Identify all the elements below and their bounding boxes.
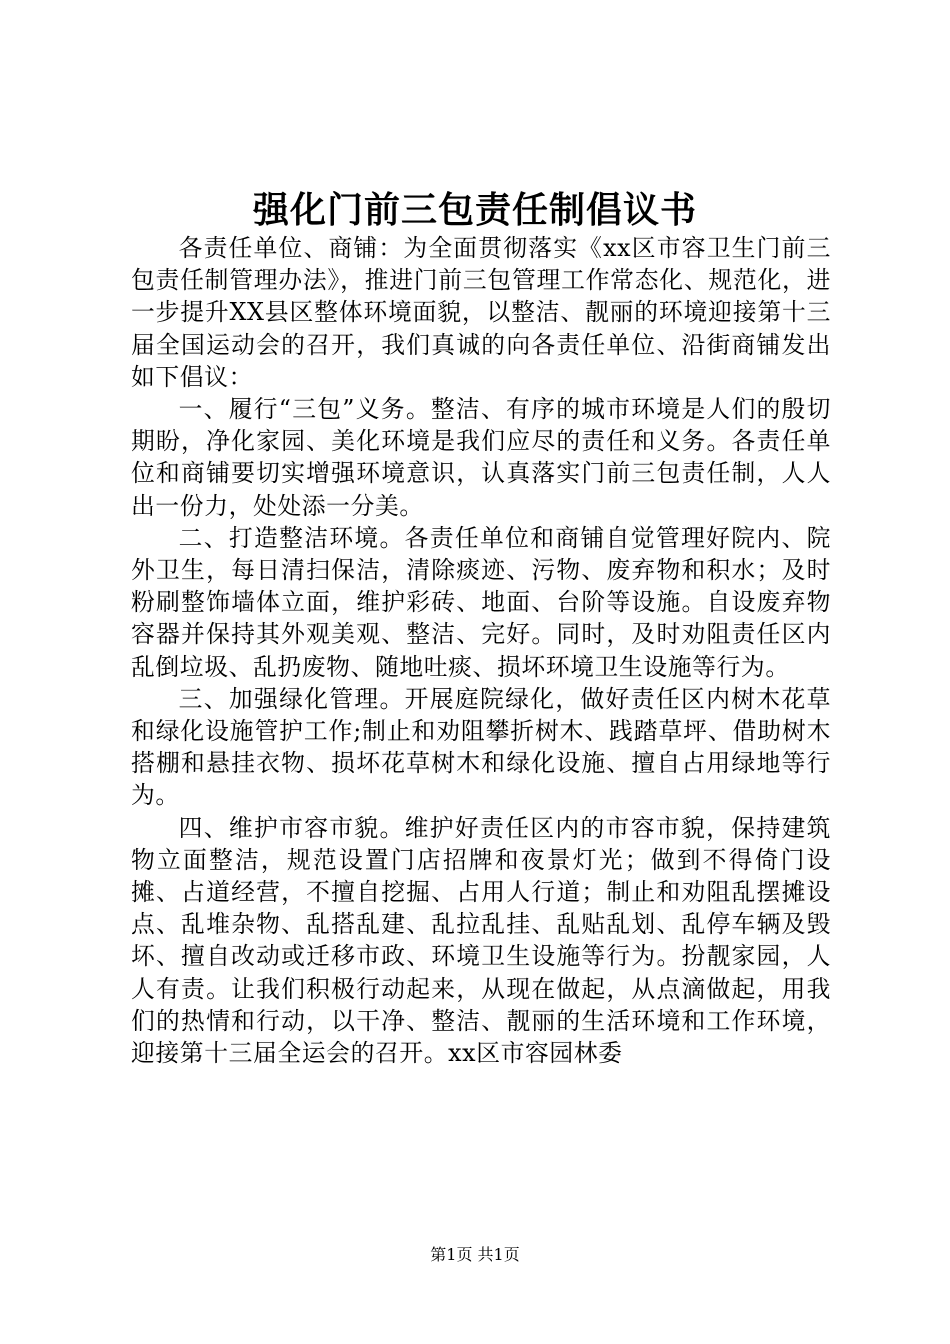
paragraph-item-3: 三、加强绿化管理。开展庭院绿化，做好责任区内树木花草和绿化设施管护工作;制止和劝阻攀折树木、践踏草坪、借助树木搭棚和悬挂衣物、损坏花草树木和绿化设施、擅自占用绿地等行为。 — [131, 684, 831, 810]
paragraph-item-2: 二、打造整洁环境。各责任单位和商铺自觉管理好院内、院外卫生，每日清扫保洁，清除痰迹、污物、废弃物和积水；及时粉刷整饰墙体立面，维护彩砖、地面、台阶等设施。自设废弃物容器并保持其外观美观、整洁、完好。同时，及时劝阻责任区内乱倒垃圾、乱扔废物、随地吐痰、损坏环境卫生设施等行为。 — [131, 523, 831, 681]
page-number-footer: 第1页 共1页 — [430, 1245, 520, 1264]
paragraph-intro: 各责任单位、商铺：为全面贯彻落实《xx区市容卫生门前三包责任制管理办法》，推进门前三包管理工作常态化、规范化，进一步提升XX县区整体环境面貌，以整洁、靓丽的环境迎接第十三届全国运动会的召开，我们真诚的向各责任单位、沿街商铺发出如下倡议： — [131, 234, 831, 391]
paragraph-item-4: 四、维护市容市貌。维护好责任区内的市容市貌，保持建筑物立面整洁，规范设置门店招牌和夜景灯光；做到不得倚门设摊、占道经营，不擅自挖掘、占用人行道；制止和劝阻乱摆摊设点、乱堆杂物、乱搭乱建、乱拉乱挂、乱贴乱划、乱停车辆及毁坏、擅自改动或迁移市政、环境卫生设施等行为。扮靓家园，人人有责。让我们积极行动起来，从现在做起，从点滴做起，用我们的热情和行动，以干净、整洁、靓丽的生活环境和工作环境，迎接第十三届全运会的召开。xx区市容园林委 — [131, 813, 831, 1068]
paragraph-item-1: 一、履行“三包”义务。整洁、有序的城市环境是人们的殷切期盼，净化家园、美化环境是我们应尽的责任和义务。各责任单位和商铺要切实增强环境意识，认真落实门前三包责任制，人人出一份力，处处添一分美。 — [131, 395, 831, 520]
document-title: 强化门前三包责任制倡议书 — [252, 189, 697, 231]
document-body — [131, 232, 831, 1069]
